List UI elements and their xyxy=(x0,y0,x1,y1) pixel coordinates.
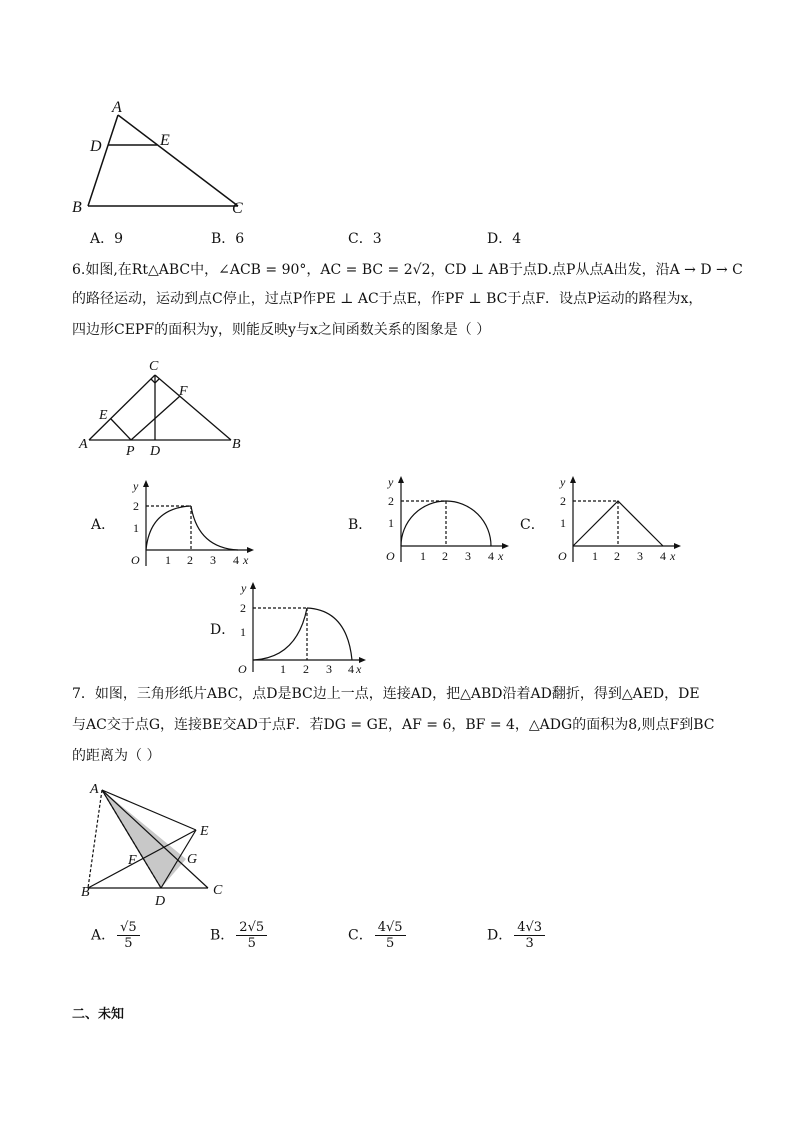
q6-option-b-label[interactable]: B． xyxy=(348,517,373,533)
q6-option-c-label[interactable]: C． xyxy=(520,517,545,533)
q7-choice-b[interactable]: B． $\frac{2√5}{5}$ xyxy=(210,920,267,951)
q5-triangle-figure xyxy=(70,95,260,220)
svg-text:y: y xyxy=(133,479,139,493)
svg-text:4: 4 xyxy=(348,662,354,675)
q6-label-f: F xyxy=(179,384,188,399)
svg-text:4: 4 xyxy=(233,553,239,567)
q5-choice-c[interactable]: C．3 xyxy=(348,231,382,247)
q5-label-c: C xyxy=(232,200,243,217)
svg-text:2: 2 xyxy=(442,549,448,563)
svg-text:2: 2 xyxy=(388,494,394,508)
svg-text:y: y xyxy=(241,581,247,595)
q7-text-line2: 与AC交于点G，连接BE交AD于点F．若DG = GE，AF = 6，BF = 4，△ADG的面积为8,则点F到BC xyxy=(72,717,715,733)
svg-text:3: 3 xyxy=(637,549,643,563)
svg-text:1: 1 xyxy=(280,662,286,675)
q6-graph-c[interactable] xyxy=(555,474,685,569)
q7-text-line3: 的距离为（ ） xyxy=(72,748,161,764)
q7-text-line1: 7．如图，三角形纸片ABC，点D是BC边上一点，连接AD，把△ABD沿着AD翻折，得到△AED，DE xyxy=(72,686,700,702)
q5-choice-d[interactable]: D．4 xyxy=(487,231,522,247)
q7-choice-a[interactable]: A． $\frac{√5}{5}$ xyxy=(91,920,140,951)
q7-choice-d[interactable]: D． $\frac{4√3}{3}$ xyxy=(487,920,545,951)
q6-label-p: P xyxy=(126,444,135,459)
q6-graph-b[interactable] xyxy=(383,474,513,569)
svg-text:1: 1 xyxy=(165,553,171,567)
svg-text:x: x xyxy=(498,549,504,563)
svg-text:2: 2 xyxy=(240,601,246,615)
svg-text:3: 3 xyxy=(326,662,332,675)
svg-text:1: 1 xyxy=(240,625,246,639)
q5-side-ab xyxy=(88,115,118,206)
q6-option-a-label[interactable]: A． xyxy=(91,517,116,533)
q7-choice-c[interactable]: C． $\frac{4√5}{5}$ xyxy=(348,920,406,951)
svg-text:2: 2 xyxy=(303,662,309,675)
q6-label-e: E xyxy=(99,408,108,423)
svg-text:2: 2 xyxy=(560,494,566,508)
svg-text:y: y xyxy=(560,475,566,489)
svg-text:x: x xyxy=(670,549,676,563)
q6-text-line2: 的路径运动，运动到点C停止，过点P作PE ⊥ AC于点E，作PF ⊥ BC于点F．设点P运动的路程为x， xyxy=(72,291,703,307)
q6-label-d: D xyxy=(150,444,161,459)
svg-text:O: O xyxy=(386,549,395,563)
q6-label-c: C xyxy=(149,359,159,374)
q5-choice-b[interactable]: B．6 xyxy=(211,231,245,247)
q6-text-line1: 6.如图,在Rt△ABC中，∠ACB = 90°，AC = BC = 2√2，CD ⊥ AB于点D.点P从点A出发，沿A → D → C xyxy=(72,262,743,278)
svg-text:x: x xyxy=(243,553,249,567)
svg-text:3: 3 xyxy=(210,553,216,567)
svg-text:1: 1 xyxy=(133,521,139,535)
svg-text:1: 1 xyxy=(560,516,566,530)
q7-label-b: B xyxy=(81,885,90,900)
svg-text:O: O xyxy=(238,662,247,675)
svg-text:2: 2 xyxy=(187,553,193,567)
q5-label-e: E xyxy=(160,132,170,149)
q5-label-a: A xyxy=(112,99,122,116)
q6-graph-d[interactable] xyxy=(235,580,370,675)
q6-label-b: B xyxy=(232,437,241,452)
q7-label-d: D xyxy=(155,894,166,908)
svg-text:O: O xyxy=(558,549,567,563)
svg-text:x: x xyxy=(356,662,362,675)
svg-text:1: 1 xyxy=(592,549,598,563)
q7-label-e: E xyxy=(200,824,209,839)
svg-text:4: 4 xyxy=(488,549,494,563)
q6-label-a: A xyxy=(79,437,88,452)
q6-segment-pe xyxy=(111,419,131,440)
svg-text:O: O xyxy=(131,553,140,567)
q5-side-ac xyxy=(118,115,238,206)
svg-text:2: 2 xyxy=(614,549,620,563)
q7-label-a: A xyxy=(90,782,99,797)
q7-label-g: G xyxy=(187,852,198,867)
q5-label-b: B xyxy=(72,199,82,216)
q7-label-f: F xyxy=(128,853,137,868)
section-heading: 二、未知 xyxy=(72,1007,125,1022)
svg-text:y: y xyxy=(388,475,394,489)
svg-text:2: 2 xyxy=(133,499,139,513)
q6-text-line3: 四边形CEPF的面积为y，则能反映y与x之间函数关系的图象是（ ） xyxy=(72,322,491,338)
q6-graph-a[interactable] xyxy=(128,478,258,573)
q7-fold-figure xyxy=(78,778,238,908)
q7-label-c: C xyxy=(213,883,223,898)
svg-text:1: 1 xyxy=(388,516,394,530)
svg-text:1: 1 xyxy=(420,549,426,563)
svg-text:3: 3 xyxy=(465,549,471,563)
q6-option-d-label[interactable]: D． xyxy=(210,622,236,638)
svg-text:4: 4 xyxy=(660,549,666,563)
q5-label-d: D xyxy=(90,138,102,155)
q6-triangle-figure xyxy=(75,355,260,460)
q5-choice-a[interactable]: A．9 xyxy=(90,231,124,247)
